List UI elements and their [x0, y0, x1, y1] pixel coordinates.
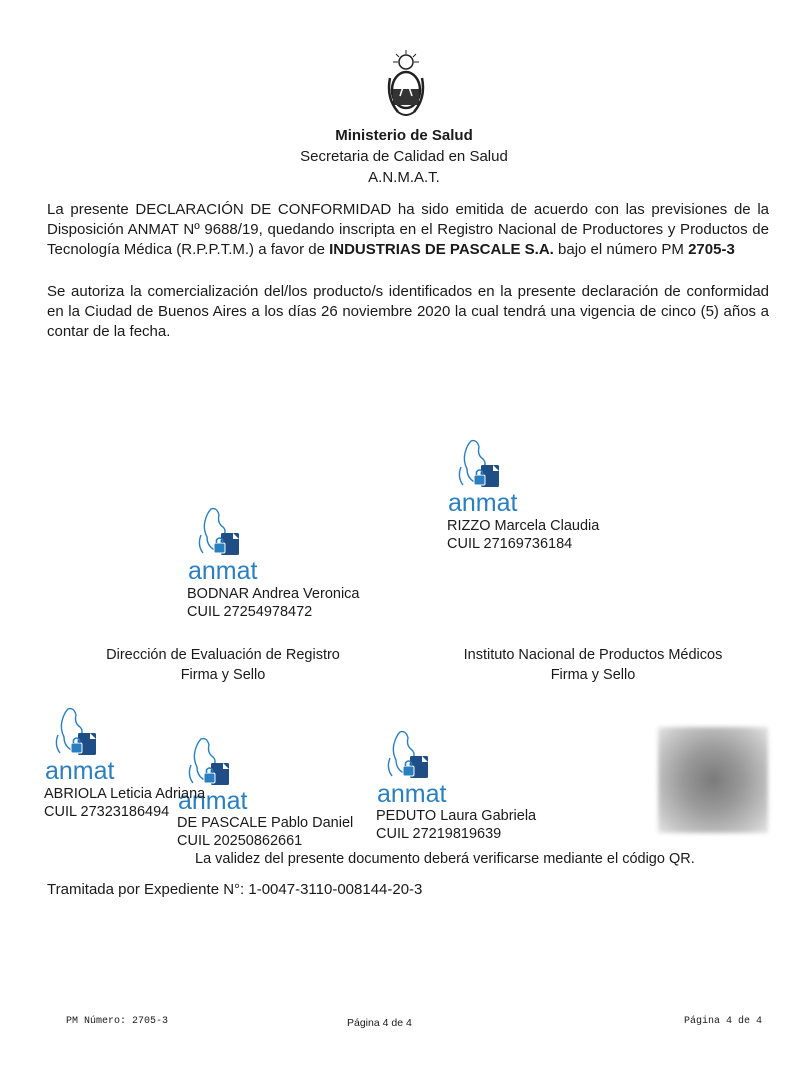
signature-bodnar	[187, 585, 359, 621]
footer-page-right: Página 4 de 4	[684, 1016, 763, 1027]
signer-name: DE PASCALE Pablo Daniel	[177, 815, 354, 831]
declaration-paragraph	[47, 200, 769, 260]
signature-seal-label: Firma y Sello	[550, 667, 636, 683]
company-name: INDUSTRIAS DE PASCALE S.A.	[329, 241, 554, 258]
authorization-paragraph: Se autoriza la comercialización del/los producto/s identificados en la presente declaración de conformidad en la Ciudad de Buenos Aires a los días 26 noviembre 2020 la cual tendrá una vigencia de cinco (5) años a contar de la fecha.	[47, 283, 769, 340]
expediente-line: Tramitada por Expediente N°: 1-0047-3110-008144-20-3	[47, 881, 423, 898]
footer-pm-number: PM Número: 2705-3	[66, 1016, 169, 1027]
footer-page-center: Página 4 de 4	[347, 1017, 412, 1029]
dept-name: Dirección de Evaluación de Registro	[106, 647, 340, 663]
coat-of-arms-icon	[384, 48, 428, 120]
declaration-text: La presente DECLARACIÓN DE CONFORMIDAD ha sido emitida de acuerdo con las previsiones de la Disposición ANMAT Nº 9688/19, quedando inscripta en el Registro Nacional de Productores y Productos de Tecnología Médica (R.P.P.T.M.) a favor de	[47, 201, 769, 258]
signature-rizzo	[447, 517, 599, 553]
signer-cuil: CUIL 27323186494	[44, 804, 170, 820]
anmat-signature-logo	[183, 505, 278, 595]
anmat-signature-logo	[443, 437, 538, 527]
ministry-title: Ministerio de Salud	[335, 127, 473, 144]
validity-note: La validez del presente documento deberá verificarse mediante el código QR.	[195, 851, 695, 867]
logo-text: anmat	[377, 780, 447, 808]
signer-cuil: CUIL 27254978472	[187, 604, 313, 620]
signature-peduto	[376, 807, 536, 843]
logo-text: anmat	[178, 787, 248, 815]
right-department-label	[426, 645, 760, 685]
signer-cuil: CUIL 27169736184	[447, 536, 573, 552]
anmat-signature-logo	[40, 705, 135, 795]
signer-name: PEDUTO Laura Gabriela	[376, 808, 537, 824]
left-department-label	[70, 645, 376, 685]
logo-text: anmat	[45, 757, 115, 785]
secretaria-title: Secretaria de Calidad en Salud	[300, 148, 508, 165]
signer-cuil: CUIL 20250862661	[177, 833, 303, 849]
anmat-signature-logo	[372, 728, 467, 818]
qr-code	[658, 727, 768, 833]
agency-abbr: A.N.M.A.T.	[368, 169, 440, 186]
logo-text: anmat	[188, 557, 258, 585]
logo-text: anmat	[448, 489, 518, 517]
signer-cuil: CUIL 27219819639	[376, 826, 502, 842]
signer-name: BODNAR Andrea Veronica	[187, 586, 360, 602]
signer-name: RIZZO Marcela Claudia	[447, 518, 600, 534]
signature-seal-label: Firma y Sello	[180, 667, 266, 683]
dept-name: Instituto Nacional de Productos Médicos	[463, 647, 723, 663]
signer-name: ABRIOLA Leticia Adriana	[44, 786, 206, 802]
signature-de-pascale	[177, 814, 353, 850]
declaration-text-2: bajo el número PM	[553, 241, 689, 258]
pm-number: 2705-3	[688, 241, 735, 258]
